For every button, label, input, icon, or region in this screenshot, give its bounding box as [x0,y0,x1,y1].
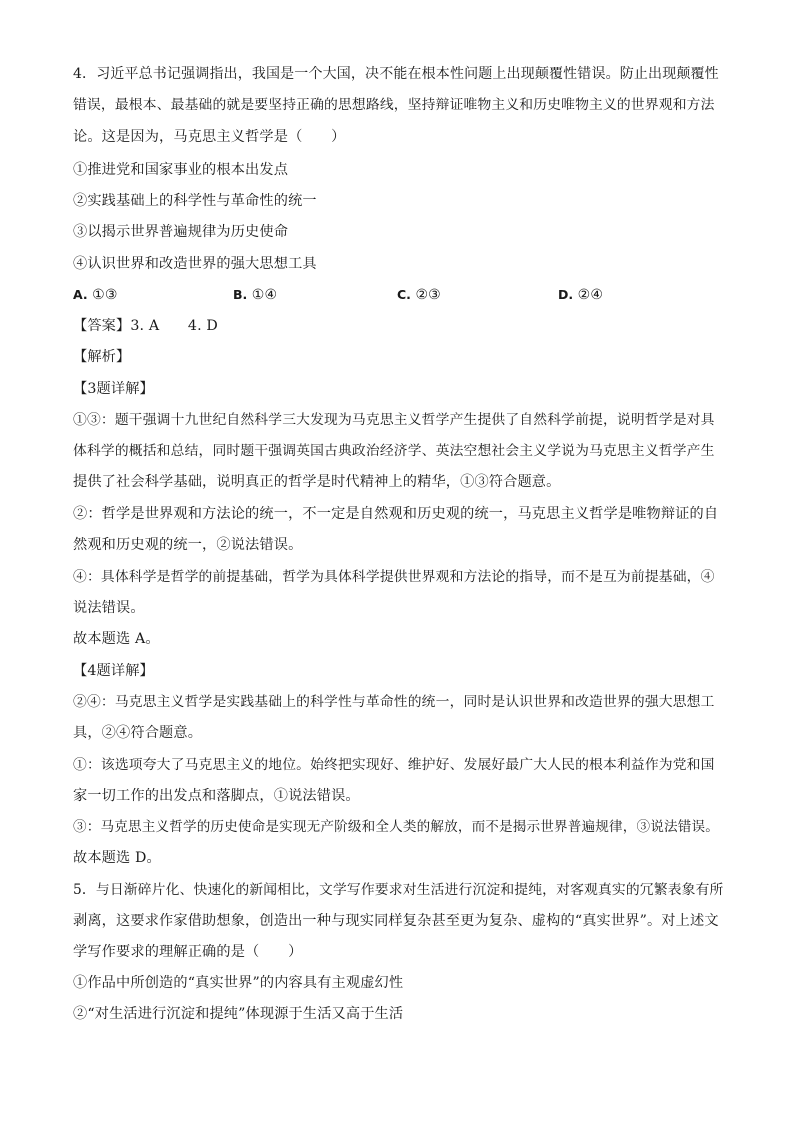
option-text: ①④ [251,287,278,303]
q3-detail-line: ①③：题干强调十九世纪自然科学三大发现为马克思主义哲学产生提供了自然科学前提，说明哲学是对具 [73,412,715,428]
option-letter: C. [397,287,411,302]
q4-conclusion: 故本题选 D。 [73,850,161,866]
q4-item-1: ①推进党和国家事业的根本出发点 [73,162,289,178]
q4-item-2: ②实践基础上的科学性与革命性的统一 [73,193,317,209]
option-letter: A. [73,287,88,302]
option-letter: B. [233,287,248,302]
q3-detail-line: ④：具体科学是哲学的前提基础，哲学为具体科学提供世界观和方法论的指导，而不是互为前提基础，④ [73,569,715,585]
q4-option-d [558,285,603,305]
q3-detail-line: 提供了社会科学基础，说明真正的哲学是时代精神上的精华，①③符合题意。 [73,474,561,490]
answer-label: 【答案】 [73,318,131,334]
q5-item-1: ①作品中所创造的“真实世界”的内容具有主观虚幻性 [73,975,404,991]
q4-stem-line-1: 4．习近平总书记强调指出，我国是一个大国，决不能在根本性问题上出现颠覆性错误。防止出现颠覆性 [73,66,719,82]
q4-item-3: ③以揭示世界普遍规律为历史使命 [73,224,289,240]
option-letter: D. [558,287,574,302]
q4-detail-heading: 【4题详解】 [73,663,154,679]
q3-detail-heading: 【3题详解】 [73,381,154,397]
q4-detail-line: ①：该选项夸大了马克思主义的地位。始终把实现好、维护好、发展好最广大人民的根本利益作为党和国 [73,757,715,773]
q4-stem-line-3: 论。这是因为，马克思主义哲学是（ ） [73,129,346,145]
q3-conclusion: 故本题选 A。 [73,631,160,647]
q4-option-b [233,285,277,305]
q5-item-2: ②“对生活进行沉淀和提纯”体现源于生活又高于生活 [73,1006,404,1022]
answer-line [73,316,723,336]
option-text: ②④ [577,287,604,303]
q4-detail-line: ③：马克思主义哲学的历史使命是实现无产阶级和全人类的解放，而不是揭示世界普遍规律，③说法错误。 [73,819,719,835]
q3-detail-line: 说法错误。 [73,600,145,616]
option-text: ①③ [92,287,118,303]
q4-detail-line: ②④：马克思主义哲学是实践基础上的科学性与革命性的统一，同时是认识世界和改造世界的强大思想工 [73,694,715,710]
q4-item-4: ④认识世界和改造世界的强大思想工具 [73,256,317,272]
q3-detail-line: ②：哲学是世界观和方法论的统一，不一定是自然观和历史观的统一，马克思主义哲学是唯物辩证的自 [73,506,719,522]
q4-detail-line: 家一切工作的出发点和落脚点，①说法错误。 [73,788,360,804]
q5-stem-line-3: 学写作要求的理解正确的是（ ） [73,944,303,960]
q5-stem-line-1: 5．与日渐碎片化、快速化的新闻相比，文学写作要求对生活进行沉淀和提纯，对客观真实的冗繁表象有所 [73,882,724,898]
q3-detail-line: 体科学的概括和总结，同时题干强调英国古典政治经济学、英法空想社会主义学说为马克思主义哲学产生 [73,443,715,459]
q4-detail-line: 具，②④符合题意。 [73,725,203,741]
q5-stem-line-2: 剥离，这要求作家借助想象，创造出一种与现实同样复杂甚至更为复杂、虚构的“真实世界”。对上述文 [73,913,719,929]
option-text: ②③ [415,287,441,303]
analysis-label: 【解析】 [73,349,131,365]
q4-option-a [73,285,118,305]
q4-option-c [397,285,441,305]
q4-stem-line-2: 错误，最根本、最基础的就是要坚持正确的思想路线，坚持辩证唯物主义和历史唯物主义的世界观和方法 [73,97,715,113]
answer-value: 3. A 4. D [130,318,218,334]
q3-detail-line: 然观和历史观的统一，②说法错误。 [73,537,303,553]
